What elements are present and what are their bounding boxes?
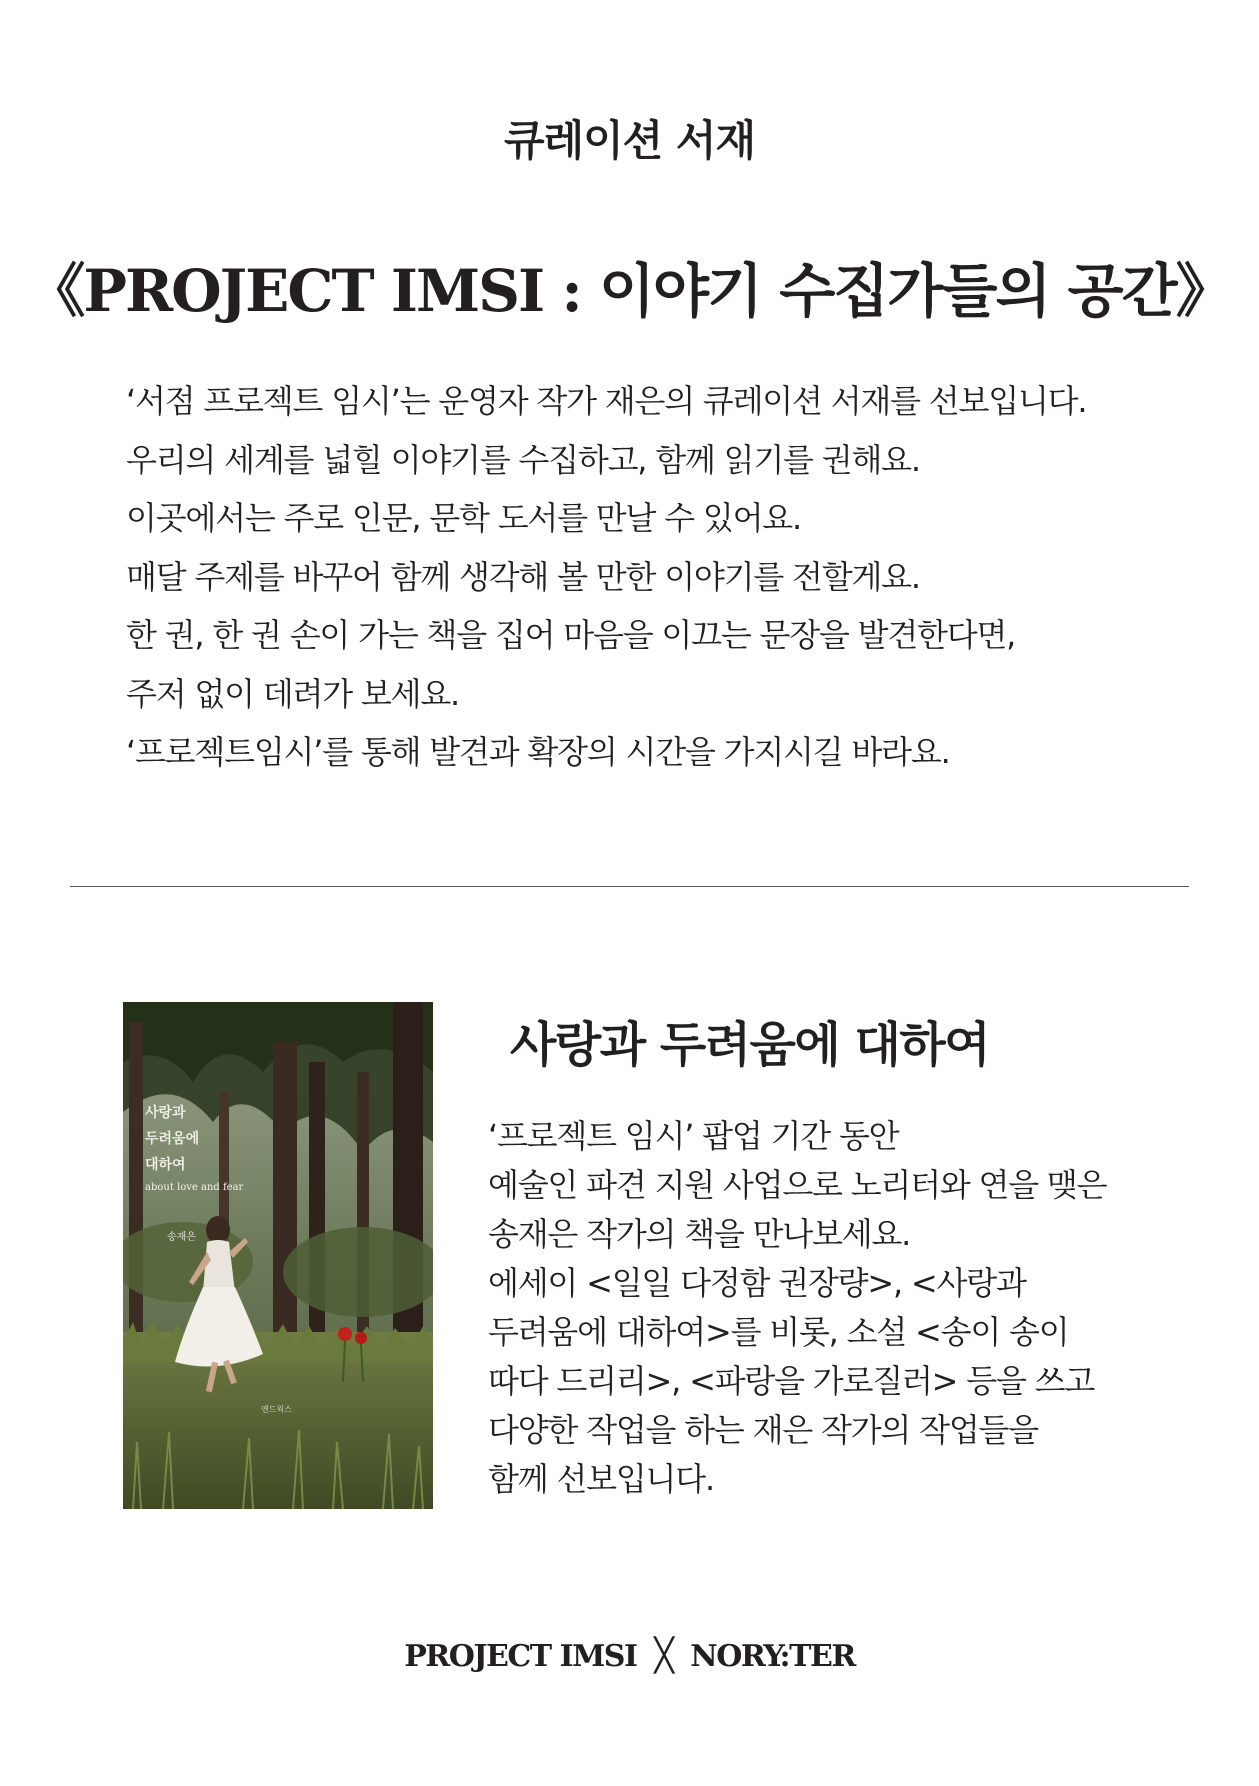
intro-line: 주저 없이 데려가 보세요. [126,674,460,713]
cover-title-line: 대하여 [145,1157,186,1173]
page-title: 《PROJECT IMSI : 이야기 수집가들의 공간》 [27,257,1232,325]
book-title: 사랑과 두려움에 대하여 [510,1017,990,1073]
cover-title [145,1100,199,1178]
book-description-line: 두려움에 대하여>를 비롯, 소설 <송이 송이 [488,1313,1069,1351]
intro-line: ‘프로젝트임시’를 통해 발견과 확장의 시간을 가지시길 바라요. [126,733,950,771]
cover-title-line: 사랑과 [145,1105,186,1121]
book-description-line: 예술인 파견 지원 사업으로 노리터와 연을 맺은 [488,1166,1107,1204]
cover-title-line: 두려움에 [145,1131,200,1147]
intro-line: 우리의 세계를 넓힐 이야기를 수집하고, 함께 읽기를 권해요. [126,440,920,479]
footer-brand-left: PROJECT IMSI [404,1639,637,1674]
footer-collaboration [0,1636,1259,1674]
intro-line: ‘서점 프로젝트 임시’는 운영자 작가 재은의 큐레이션 서재를 선보입니다. [126,382,1087,420]
book-description-line: 송재은 작가의 책을 만나보세요. [488,1215,911,1253]
book-description-line: 따다 드리리>, <파랑을 가로질러> 등을 쓰고 [488,1362,1095,1400]
collaboration-cross-icon: ╳ [654,1636,673,1674]
cover-author: 송재은 [167,1232,196,1243]
footer-brand-right: NORY:TER [690,1639,855,1674]
book-cover-image [123,1002,433,1509]
cover-photo-illustration [123,1002,433,1509]
intro-line: 한 권, 한 권 손이 가는 책을 집어 마음을 이끄는 문장을 발견한다면, [126,616,1016,654]
section-label: 큐레이션 서재 [503,116,756,165]
book-description-line: 에세이 <일일 다정함 권장량>, <사랑과 [488,1264,1026,1302]
book-description-line: 다양한 작업을 하는 재은 작가의 작업들을 [488,1411,1038,1449]
cover-subtitle: about love and fear [145,1182,244,1193]
intro-text [126,372,1206,782]
section-divider [70,886,1189,887]
book-description-line: ‘프로젝트 임시’ 팝업 기간 동안 [488,1117,899,1155]
cover-publisher: 앤드웍스 [261,1405,292,1414]
intro-line: 매달 주제를 바꾸어 함께 생각해 볼 만한 이야기를 전할게요. [126,557,920,596]
book-description [488,1112,1208,1504]
book-description-line: 함께 선보입니다. [488,1460,714,1498]
intro-line: 이곳에서는 주로 인문, 문학 도서를 만날 수 있어요. [126,499,801,537]
